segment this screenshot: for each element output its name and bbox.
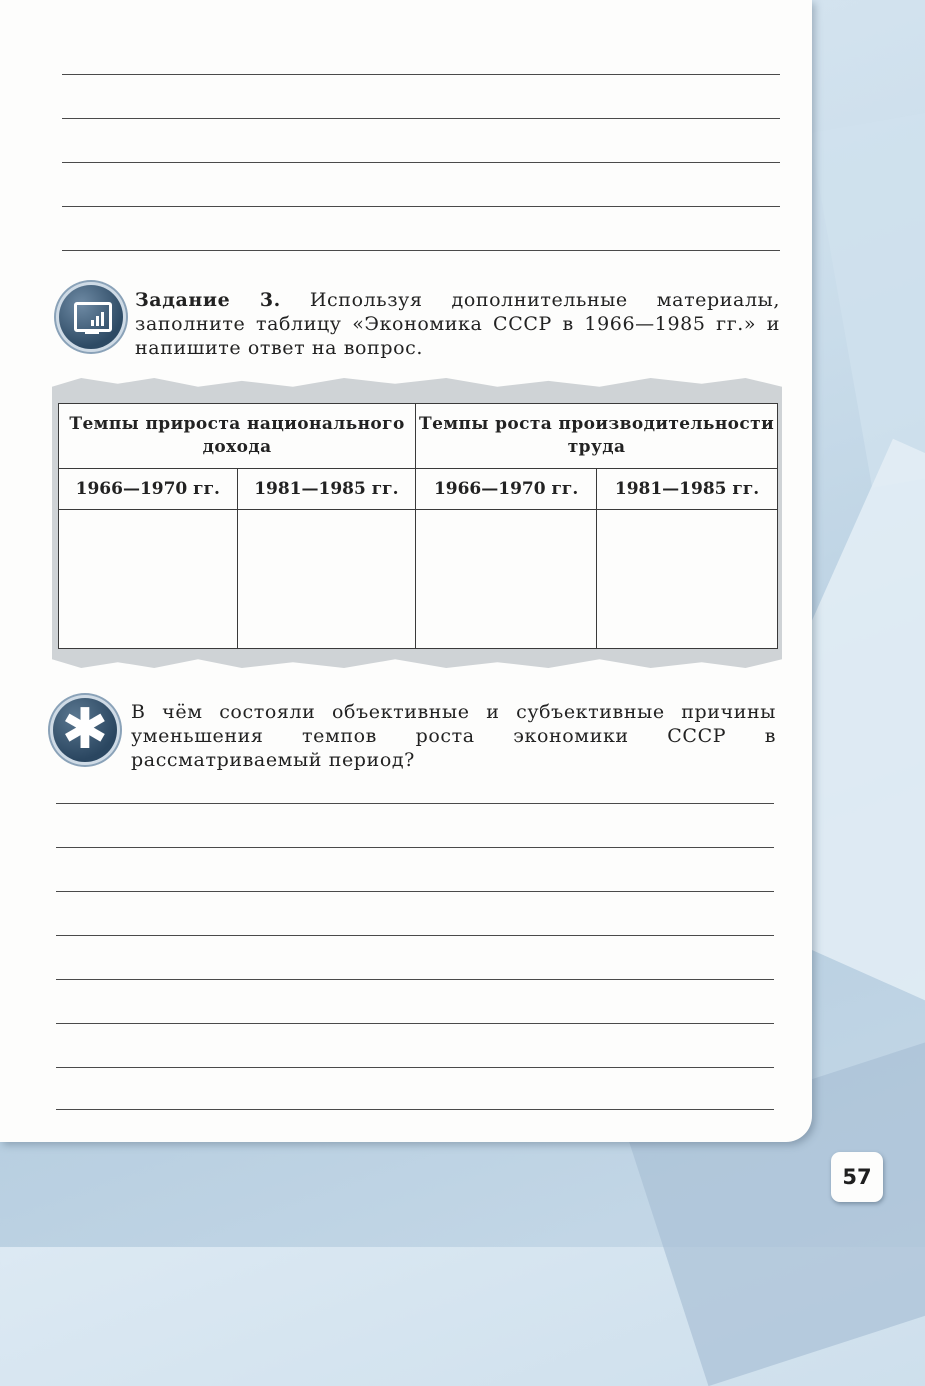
background-shape: [810, 112, 925, 487]
table-answer-cell[interactable]: [416, 510, 597, 649]
question-text: В чём состояли объективные и субъективные причины уменьшения темпов роста экономики СССР в рассматриваемый период?: [131, 701, 776, 771]
table-period-header: 1981—1985 гг.: [237, 469, 416, 510]
answer-line[interactable]: [56, 935, 774, 936]
table-answer-cell[interactable]: [59, 510, 238, 649]
table-group-header: Темпы роста производительности труда: [416, 404, 778, 469]
answer-line[interactable]: [62, 206, 780, 207]
answer-line[interactable]: [62, 74, 780, 75]
task-body: Используя дополнительные материалы, заполните таблицу «Экономика СССР в 1966—1985 гг.» и напишите ответ на вопрос.: [135, 289, 781, 359]
computer-monitor-icon: [59, 285, 123, 349]
economy-table: [58, 403, 778, 649]
answer-line[interactable]: [56, 1067, 774, 1068]
bar-icon-part: [101, 312, 104, 326]
answer-line[interactable]: [56, 803, 774, 804]
monitor-screen-icon-part: [74, 302, 112, 332]
answer-line[interactable]: [62, 118, 780, 119]
bar-icon-part: [91, 320, 94, 326]
table-period-header: 1966—1970 гг.: [59, 469, 238, 510]
monitor-stand-icon-part: [85, 331, 99, 334]
answer-line[interactable]: [56, 1109, 774, 1110]
answer-line[interactable]: [56, 1023, 774, 1024]
answer-line[interactable]: [56, 979, 774, 980]
page-number: 57: [831, 1152, 883, 1202]
answer-line[interactable]: [62, 162, 780, 163]
table-period-header: 1981—1985 гг.: [597, 469, 778, 510]
task-label: Задание 3.: [135, 289, 281, 311]
asterisk-icon: ✱: [53, 698, 117, 762]
answer-line[interactable]: [56, 847, 774, 848]
table-answer-cell[interactable]: [237, 510, 416, 649]
table-answer-cell[interactable]: [597, 510, 778, 649]
table-group-header: Темпы прироста национального дохода: [59, 404, 416, 469]
task-instruction: [135, 288, 780, 360]
bar-icon-part: [96, 316, 99, 326]
answer-line[interactable]: [56, 891, 774, 892]
table-period-header: 1966—1970 гг.: [416, 469, 597, 510]
answer-line[interactable]: [62, 250, 780, 251]
